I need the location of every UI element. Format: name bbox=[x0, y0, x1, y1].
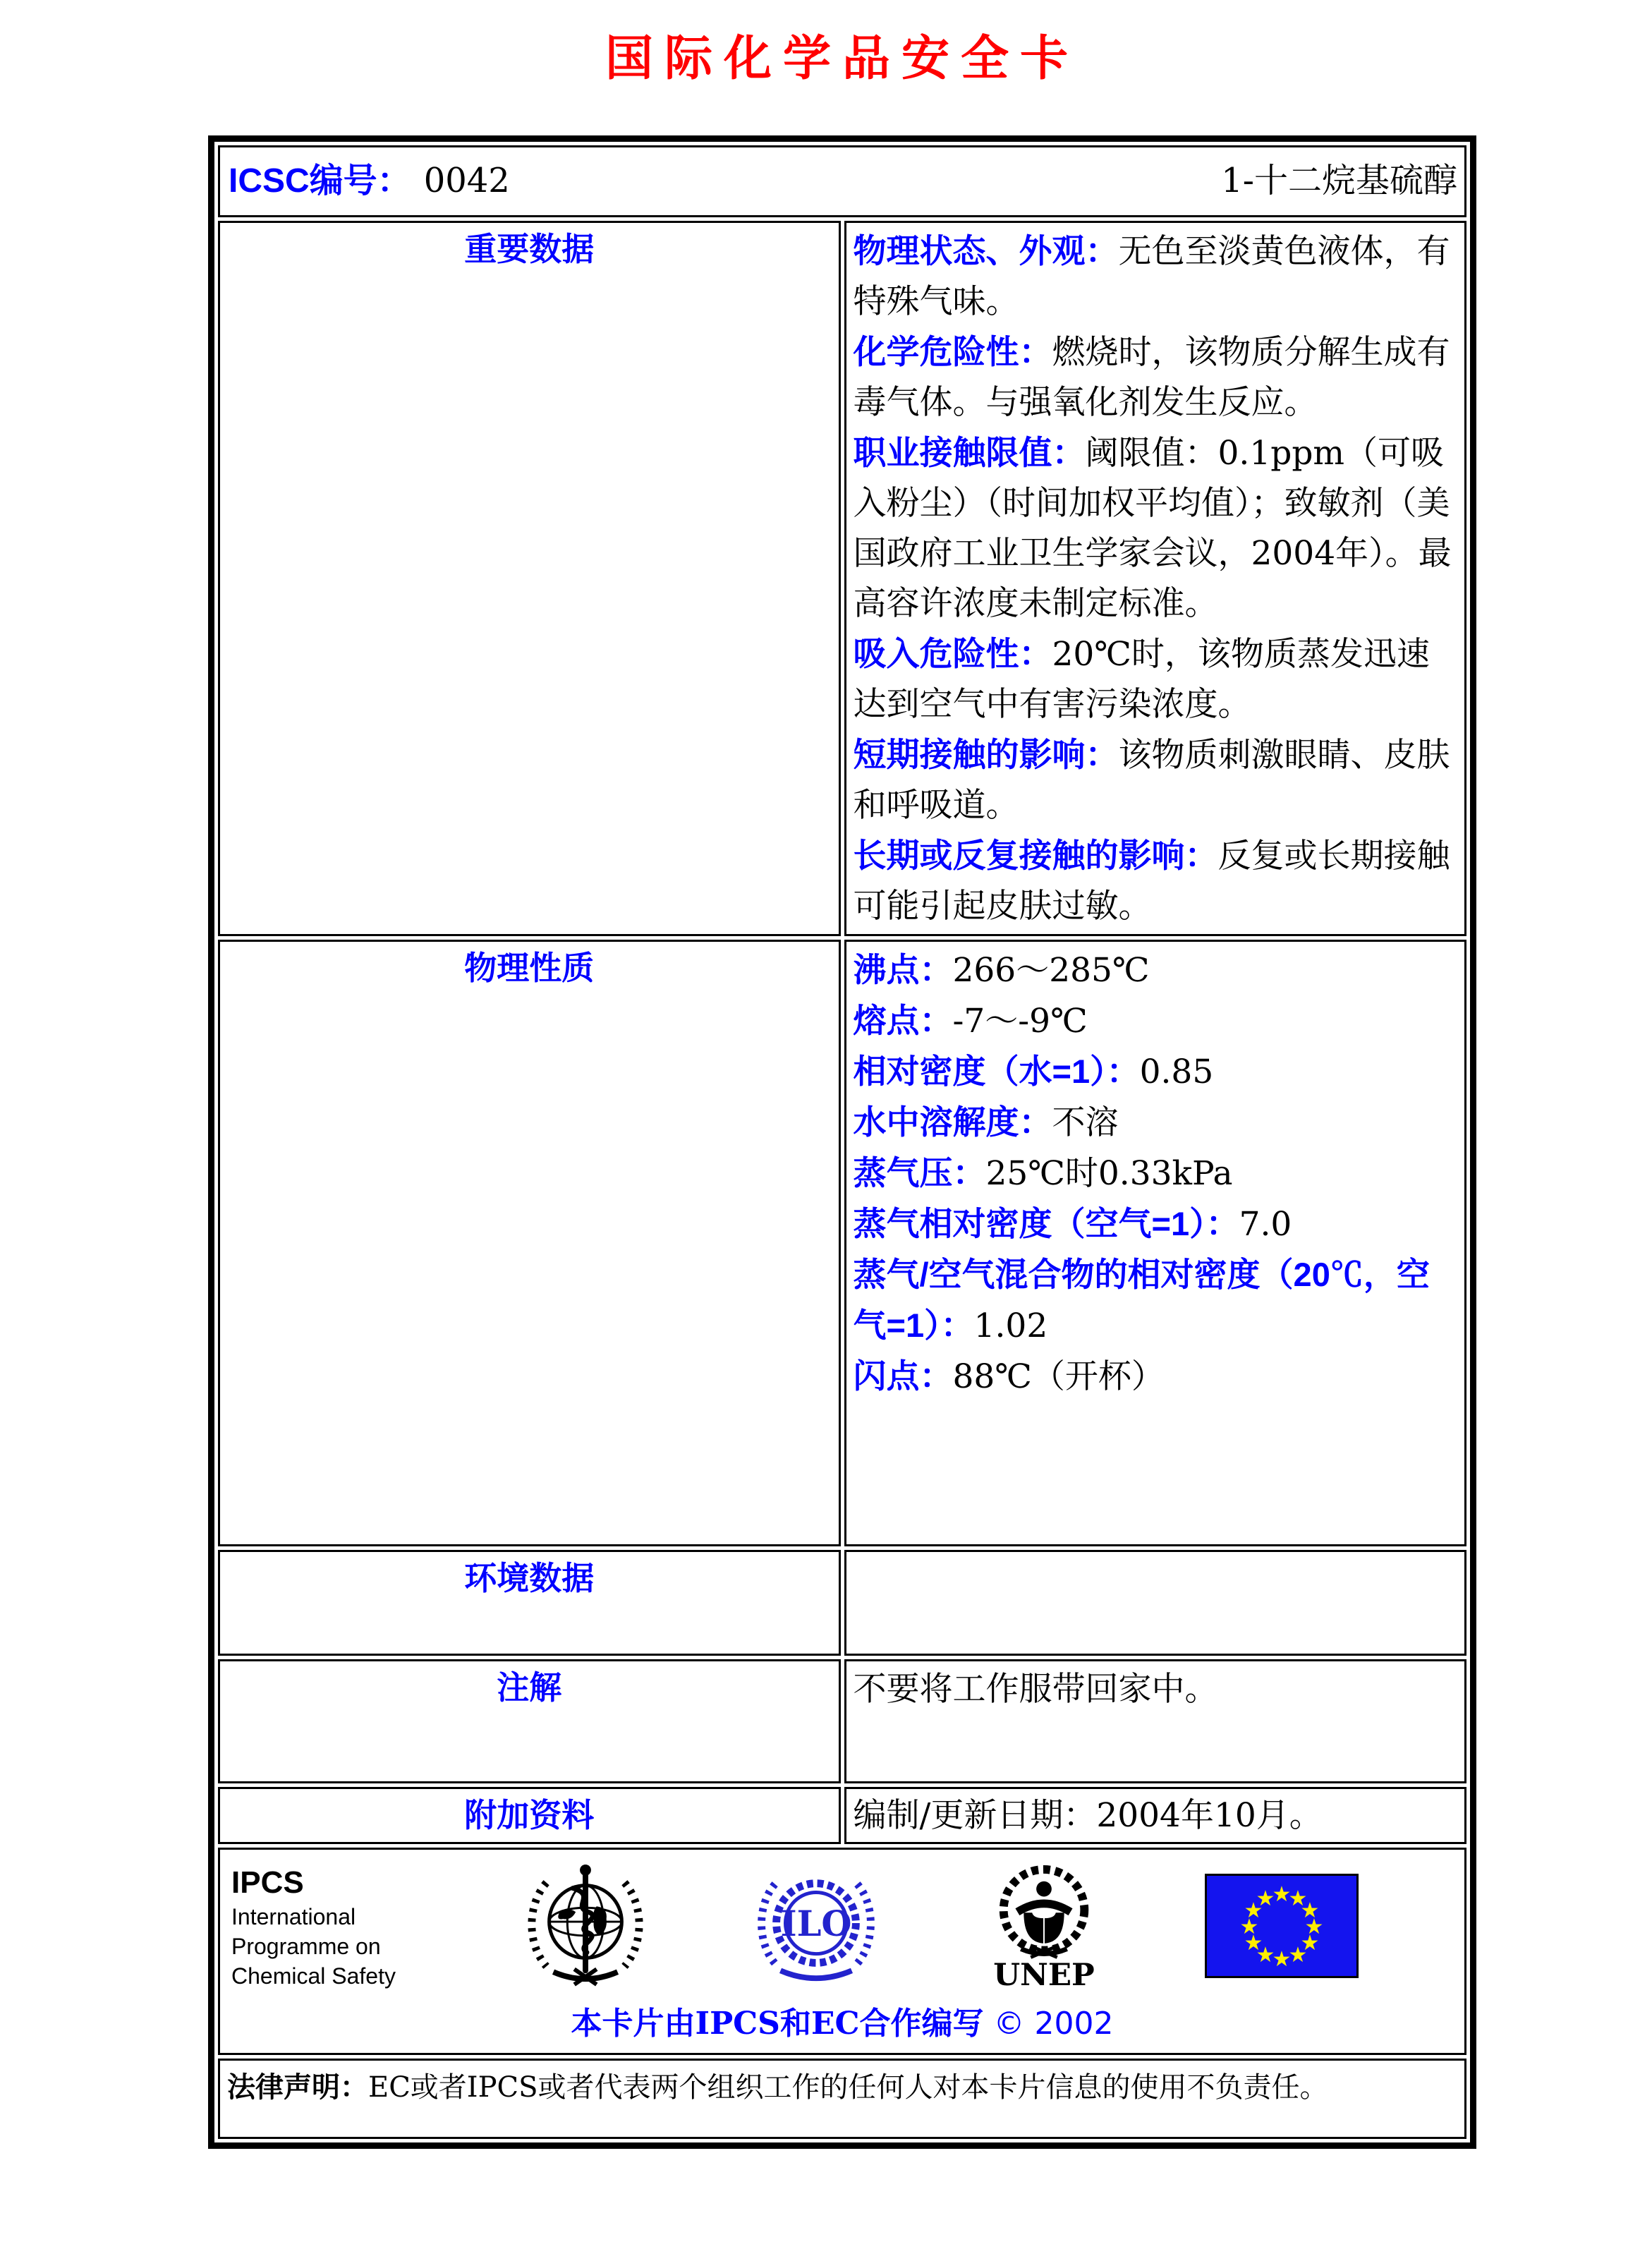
section-label: 附加资料 bbox=[464, 1797, 595, 1833]
svg-text:★: ★ bbox=[1288, 1943, 1308, 1968]
section-label-cell bbox=[218, 1787, 841, 1844]
data-entry bbox=[854, 945, 1459, 995]
entry-key: 闪点： bbox=[853, 1357, 953, 1395]
icsc-number-group bbox=[229, 153, 510, 202]
entry-value: 无色至淡黄色液体，有特殊气味。 bbox=[853, 232, 1450, 321]
entry-key: 水中溶解度： bbox=[853, 1103, 1052, 1141]
data-entry bbox=[854, 428, 1459, 629]
section-row-notes bbox=[218, 1659, 1466, 1783]
entry-value: 该物质刺激眼睛、皮肤和呼吸道。 bbox=[853, 736, 1450, 825]
entry-key: 吸入危险性： bbox=[853, 635, 1052, 672]
credit-line bbox=[220, 2005, 1464, 2043]
data-entry bbox=[854, 1790, 1459, 1841]
data-entry bbox=[854, 226, 1459, 327]
svg-text:★: ★ bbox=[1300, 1931, 1320, 1956]
data-entry bbox=[854, 1097, 1459, 1148]
section-row-important-data bbox=[218, 221, 1466, 936]
data-entry bbox=[854, 830, 1459, 931]
credit-text: 本卡片由IPCS和EC合作编写 bbox=[571, 2006, 984, 2042]
svg-text:★: ★ bbox=[1288, 1886, 1308, 1911]
data-entry bbox=[854, 1046, 1459, 1097]
section-row-environmental-data bbox=[218, 1550, 1466, 1656]
data-entry bbox=[854, 1148, 1459, 1199]
entry-value: 266～285℃ bbox=[952, 951, 1150, 990]
footer-row bbox=[218, 1848, 1466, 2055]
unep-logo-text: UNEP bbox=[992, 1957, 1095, 1992]
legal-label: 法律声明： bbox=[227, 2072, 368, 2103]
svg-text:★: ★ bbox=[1256, 1886, 1275, 1911]
chemical-name: 1-十二烷基硫醇 bbox=[1221, 161, 1457, 200]
entry-value: -7～-9℃ bbox=[952, 1002, 1088, 1041]
section-label: 物理性质 bbox=[464, 950, 595, 986]
unep-logo-icon bbox=[985, 1860, 1103, 1995]
data-entry bbox=[854, 1249, 1459, 1351]
entry-value: 编制/更新日期：2004年10月。 bbox=[853, 1796, 1323, 1835]
legal-cell bbox=[218, 2059, 1466, 2139]
legal-text: EC或者IPCS或者代表两个组织工作的任何人对本卡片信息的使用不负责任。 bbox=[368, 2071, 1328, 2104]
ipcs-subtitle-line: International bbox=[231, 1904, 356, 1929]
entry-value: 7.0 bbox=[1239, 1205, 1292, 1244]
ipcs-text-block bbox=[231, 1864, 420, 1991]
svg-text:★: ★ bbox=[1256, 1943, 1275, 1968]
svg-text:★: ★ bbox=[1244, 1898, 1263, 1923]
section-row-physical-properties bbox=[218, 940, 1466, 1546]
entry-value: 0.85 bbox=[1139, 1053, 1214, 1091]
svg-text:★: ★ bbox=[1272, 1947, 1292, 1972]
svg-text:★: ★ bbox=[1244, 1931, 1263, 1956]
who-logo-icon bbox=[523, 1863, 648, 1992]
footer-cell bbox=[218, 1848, 1466, 2055]
entry-key: 熔点： bbox=[853, 1002, 953, 1039]
section-label-cell bbox=[218, 1659, 841, 1783]
section-label: 注解 bbox=[497, 1669, 562, 1706]
ipcs-subtitle-line: Programme on bbox=[231, 1934, 381, 1959]
entry-key: 长期或反复接触的影响： bbox=[853, 837, 1218, 874]
data-entry bbox=[854, 629, 1459, 729]
data-entry bbox=[854, 729, 1459, 830]
entry-value: 反复或长期接触可能引起皮肤过敏。 bbox=[853, 837, 1450, 926]
entry-value: 1.02 bbox=[973, 1307, 1048, 1345]
entry-key: 物理状态、外观： bbox=[853, 232, 1119, 269]
icsc-number-value: 0042 bbox=[423, 161, 510, 200]
entry-value: 25℃时0.33kPa bbox=[985, 1154, 1233, 1193]
legal-row bbox=[218, 2059, 1466, 2139]
entry-key: 沸点： bbox=[853, 951, 953, 988]
ipcs-subtitle-line: Chemical Safety bbox=[231, 1963, 396, 1989]
icsc-card-table bbox=[208, 135, 1476, 2149]
section-content-cell bbox=[844, 1787, 1467, 1844]
entry-value: 不要将工作服带回家中。 bbox=[853, 1670, 1218, 1709]
entry-key: 职业接触限值： bbox=[853, 434, 1086, 471]
section-label-cell bbox=[218, 940, 841, 1546]
entry-key: 化学危险性： bbox=[853, 333, 1052, 370]
entry-value: 不溶 bbox=[1052, 1103, 1119, 1142]
svg-text:★: ★ bbox=[1272, 1882, 1292, 1907]
entry-key: 蒸气相对密度（空气=1）： bbox=[853, 1205, 1239, 1242]
section-label: 环境数据 bbox=[464, 1560, 595, 1596]
section-label: 重要数据 bbox=[464, 231, 595, 267]
svg-text:★: ★ bbox=[1300, 1898, 1320, 1923]
entry-value: 阈限值：0.1ppm（可吸入粉尘）（时间加权平均值）；致敏剂（美国政府工业卫生学家会议，2004年）。最高容许浓度未制定标准。 bbox=[853, 434, 1452, 623]
data-entry bbox=[854, 995, 1459, 1046]
icsc-number-label: ICSC编号： bbox=[229, 162, 411, 200]
section-content-cell bbox=[844, 940, 1467, 1546]
page-title: 国际化学品安全卡 bbox=[605, 30, 1079, 87]
section-row-additional-info bbox=[218, 1787, 1466, 1844]
logo-row bbox=[220, 1854, 1464, 1995]
card-header-row bbox=[218, 145, 1466, 217]
section-content-cell bbox=[844, 221, 1467, 936]
entry-key: 相对密度（水=1）： bbox=[853, 1053, 1140, 1090]
section-label-cell bbox=[218, 221, 841, 936]
ipcs-title: IPCS bbox=[231, 1865, 304, 1900]
entry-value: 燃烧时，该物质分解生成有毒气体。与强氧化剂发生反应。 bbox=[853, 333, 1450, 422]
svg-text:★: ★ bbox=[1304, 1915, 1324, 1939]
ilo-logo-icon bbox=[750, 1865, 882, 1989]
eu-flag-icon bbox=[1205, 1874, 1359, 1981]
data-entry bbox=[854, 1199, 1459, 1249]
page-container bbox=[208, 0, 1476, 2149]
data-entry bbox=[854, 1351, 1459, 1402]
section-content-cell bbox=[844, 1659, 1467, 1783]
copyright-text: © 2002 bbox=[993, 2006, 1114, 2042]
entry-value: 88℃（开杯） bbox=[952, 1357, 1165, 1396]
section-label-cell bbox=[218, 1550, 841, 1656]
entry-value: 20℃时，该物质蒸发迅速达到空气中有害污染浓度。 bbox=[853, 635, 1430, 724]
data-entry bbox=[854, 1664, 1459, 1714]
svg-text:★: ★ bbox=[1239, 1915, 1259, 1939]
ilo-logo-text: ILO bbox=[780, 1903, 852, 1944]
section-content-cell bbox=[844, 1550, 1467, 1656]
entry-key: 短期接触的影响： bbox=[853, 736, 1119, 773]
entry-key: 蒸气/空气混合物的相对密度（20℃，空气=1）： bbox=[853, 1256, 1430, 1344]
entry-key: 蒸气压： bbox=[853, 1154, 986, 1192]
card-header-cell bbox=[218, 145, 1466, 217]
data-entry bbox=[854, 327, 1459, 428]
